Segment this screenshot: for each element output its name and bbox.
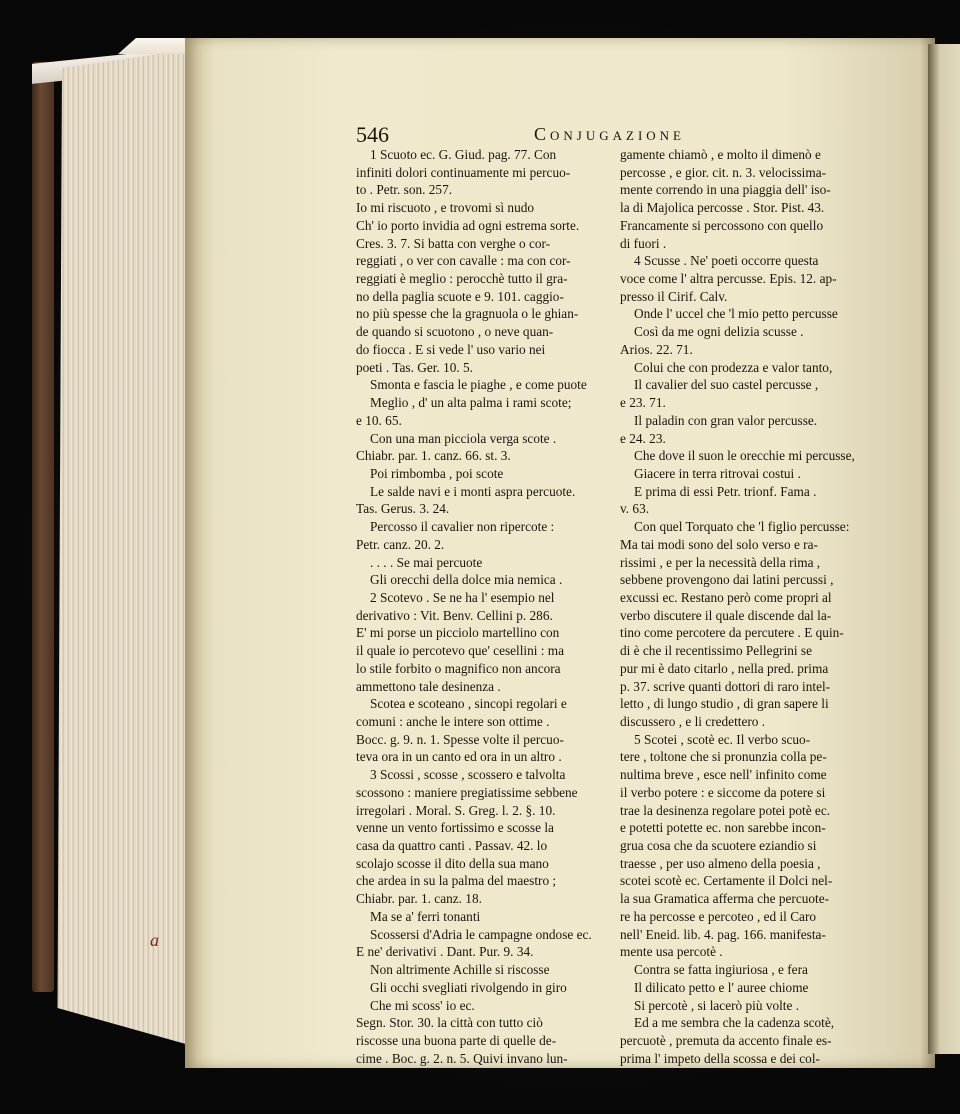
text-line: percosse , e gior. cit. n. 3. velocissima- xyxy=(620,164,827,180)
text-line: Onde l' uccel che 'l mio petto percusse xyxy=(634,306,838,322)
text-line: traesse , per uso almeno della poesia , xyxy=(620,855,821,871)
text-line: Scossersi d'Adria le campagne ondose ec. xyxy=(370,926,592,942)
text-line: E prima di essi Petr. trionf. Fama . xyxy=(634,483,817,499)
text-line: la sua Gramatica afferma che percuote- xyxy=(620,891,830,907)
text-line: tino come percotere da percutere . E quin- xyxy=(620,625,844,641)
text-line: cime . Boc. g. 2. n. 5. Quivi invano lun- xyxy=(356,1050,568,1066)
text-line: 2 Scotevo . Se ne ha l' esempio nel xyxy=(370,589,555,605)
text-line: Le salde navi e i monti aspra percuote. xyxy=(370,483,576,499)
text-line: 3 Scossi , scosse , scossero e talvolta xyxy=(370,767,566,783)
page-number: 546 xyxy=(356,122,389,147)
text-line: Meglio , d' un alta palma i rami scote; xyxy=(370,395,572,411)
text-line: Smonta e fascia le piaghe , e come puote xyxy=(370,377,587,393)
text-line: voce come l' altra percusse. Epis. 12. ap- xyxy=(620,271,837,287)
handwritten-marginalia: a xyxy=(150,930,159,950)
text-line: Con una man picciola verga scote . xyxy=(370,430,557,446)
text-line: e 10. 65. xyxy=(356,412,402,428)
text-line: teva ora in un canto ed ora in un altro . xyxy=(356,749,562,765)
text-line: Il paladin con gran valor percusse. xyxy=(634,412,818,428)
text-line: rissimi , e per la necessità della rima , xyxy=(620,554,821,570)
text-line: Ed a me sembra che la cadenza scotè, xyxy=(634,1015,835,1031)
text-line: Ma tai modi sono del solo verso e ra- xyxy=(620,536,818,552)
text-line: il quale io percotevo que' cesellini : ma xyxy=(356,643,565,659)
text-line: il verbo potere : e siccome da potere si xyxy=(620,784,826,800)
page-header xyxy=(356,122,876,146)
text-line: Colui che con prodezza e valor tanto, xyxy=(634,359,833,375)
text-line: scotei scotè ec. Certamente il Dolci nel- xyxy=(620,873,833,889)
text-line: v. 63. xyxy=(620,501,650,517)
text-line: e potetti potette ec. non sarebbe incon- xyxy=(620,820,826,836)
text-line: ammettono tale desinenza . xyxy=(356,678,501,694)
text-line: Segn. Stor. 30. la città con tutto ciò xyxy=(356,1015,543,1031)
text-line: Gli orecchi della dolce mia nemica . xyxy=(370,572,563,588)
text-line: Non altrimente Achille si riscosse xyxy=(370,962,550,978)
text-line: venne un vento fortissimo e scosse la xyxy=(356,820,554,836)
text-line: no più spesse che la gragnuola o le ghian- xyxy=(356,306,579,322)
facing-page-edge xyxy=(928,44,960,1054)
book-cover-edge xyxy=(32,62,54,992)
text-line: Percosso il cavalier non ripercote : xyxy=(370,519,555,535)
text-line: Tas. Gerus. 3. 24. xyxy=(356,501,450,517)
text-line: Ma se a' ferri tonanti xyxy=(370,908,481,924)
left-text-column xyxy=(356,146,610,1067)
text-line: de quando si scuotono , o neve quan- xyxy=(356,324,554,340)
text-line: verbo discutere il quale discende dal la- xyxy=(620,607,832,623)
text-line: 1 Scuoto ec. G. Giud. pag. 77. Con xyxy=(370,147,557,162)
text-line: lo stile forbito o magnifico non ancora xyxy=(356,660,561,676)
text-line: trae la desinenza regolare potei potè ec. xyxy=(620,802,831,818)
page-block-edges xyxy=(50,48,200,1048)
text-line: reggiati è meglio : perocchè tutto il gra- xyxy=(356,271,568,287)
text-line: irregolari . Moral. S. Greg. l. 2. §. 10. xyxy=(356,802,556,818)
text-line: gamente chiamò , e molto il dimenò e xyxy=(620,147,821,162)
text-line: sebbene provengono dai latini percussi , xyxy=(620,572,834,588)
text-line: 5 Scotei , scotè ec. Il verbo scuo- xyxy=(634,731,811,747)
text-line: Poi rimbomba , poi scote xyxy=(370,465,504,481)
text-line: tere , toltone che si pronunzia colla pe- xyxy=(620,749,827,765)
text-line: presso il Cirif. Calv. xyxy=(620,288,728,304)
text-line: Che mi scoss' io ec. xyxy=(370,997,475,1013)
text-line: derivativo : Vit. Benv. Cellini p. 286. xyxy=(356,607,553,623)
text-line: Petr. canz. 20. 2. xyxy=(356,536,445,552)
text-line: to . Petr. son. 257. xyxy=(356,182,453,198)
right-text-column xyxy=(620,146,872,1067)
text-line: casa da quattro canti . Passav. 42. lo xyxy=(356,838,548,854)
text-line: reggiati , o ver con cavalle : ma con cor- xyxy=(356,253,571,269)
text-line: pur mi è dato citarlo , nella pred. prima xyxy=(620,660,829,676)
text-line: di è che il recentissimo Pellegrini se xyxy=(620,643,813,659)
text-line: no della paglia scuote e 9. 101. caggio- xyxy=(356,288,564,304)
text-line: Chiabr. par. 1. canz. 18. xyxy=(356,891,482,907)
text-line: Arios. 22. 71. xyxy=(620,341,693,357)
text-line: discussero , e li credettero . xyxy=(620,714,766,729)
text-line: 4 Scusse . Ne' poeti occorre questa xyxy=(634,253,819,269)
text-line: E' mi porse un picciolo martellino con xyxy=(356,625,560,641)
text-line: Che dove il suon le orecchie mi percusse, xyxy=(634,448,855,464)
text-line: scossono : maniere pregiatissime sebbene xyxy=(356,784,578,800)
text-line: re ha percosse e percoteo , ed il Caro xyxy=(620,908,817,924)
text-line: prima l' impeto della scossa e dei col- xyxy=(620,1050,820,1066)
text-line: do fiocca . E si vede l' uso vario nei xyxy=(356,341,546,357)
text-line: Scotea e scoteano , sincopi regolari e xyxy=(370,696,567,712)
text-line: Francamente si percossono con quello xyxy=(620,217,824,233)
text-line: infiniti dolori continuamente mi percuo- xyxy=(356,164,571,180)
text-line: grua cosa che da scuotere eziandio si xyxy=(620,838,817,854)
text-line: e 23. 71. xyxy=(620,395,666,411)
text-line: Chiabr. par. 1. canz. 66. st. 3. xyxy=(356,448,511,464)
text-line: di fuori . xyxy=(620,235,667,251)
text-line: letto , di lungo studio , di gran sapere li xyxy=(620,696,829,712)
text-line: Io mi riscuoto , e trovomi sì nudo xyxy=(356,200,535,216)
text-line: E ne' derivativi . Dant. Pur. 9. 34. xyxy=(356,944,534,960)
text-line: poeti . Tas. Ger. 10. 5. xyxy=(356,359,474,375)
text-line: Ch' io porto invidia ad ogni estrema sorte. xyxy=(356,217,580,233)
text-line: p. 37. scrive quanti dottori di raro intel- xyxy=(620,678,831,694)
text-line: nell' Eneid. lib. 4. pag. 166. manifesta- xyxy=(620,926,826,942)
text-line: mente usa percotè . xyxy=(620,944,723,960)
text-line: Si percotè , si lacerò più volte . xyxy=(634,997,800,1013)
text-line: mente correndo in una piaggia dell' iso- xyxy=(620,182,831,198)
text-line: che ardea in su la palma del maestro ; xyxy=(356,873,557,889)
text-line: Giacere in terra ritrovai costui . xyxy=(634,465,801,481)
text-line: Cres. 3. 7. Si batta con verghe o cor- xyxy=(356,235,551,251)
text-line: e 24. 23. xyxy=(620,430,666,446)
text-line: percuotè , premuta da accento finale es- xyxy=(620,1032,832,1048)
running-title: Conjugazione xyxy=(534,124,685,144)
text-line: Il cavalier del suo castel percusse , xyxy=(634,377,819,393)
text-line: comuni : anche le intere son ottime . xyxy=(356,714,550,729)
text-line: Gli occhi svegliati rivolgendo in giro xyxy=(370,979,567,995)
text-line: scolajo scosse il dito della sua mano xyxy=(356,855,549,871)
text-line: Così da me ogni delizia scusse . xyxy=(634,324,804,340)
text-line: Bocc. g. 9. n. 1. Spesse volte il percuo- xyxy=(356,731,564,747)
text-line: la di Majolica percosse . Stor. Pist. 43. xyxy=(620,200,825,216)
text-line: riscosse una buona parte di quelle de- xyxy=(356,1032,557,1048)
text-line: Con quel Torquato che 'l figlio percusse: xyxy=(634,519,850,535)
text-line: Contra se fatta ingiuriosa , e fera xyxy=(634,962,808,978)
text-line: . . . . Se mai percuote xyxy=(370,554,483,570)
text-line: nultima breve , esce nell' infinito come xyxy=(620,767,827,783)
text-line: excussi ec. Restano però come propri al xyxy=(620,589,832,605)
text-line: Il dilicato petto e l' auree chiome xyxy=(634,979,809,995)
